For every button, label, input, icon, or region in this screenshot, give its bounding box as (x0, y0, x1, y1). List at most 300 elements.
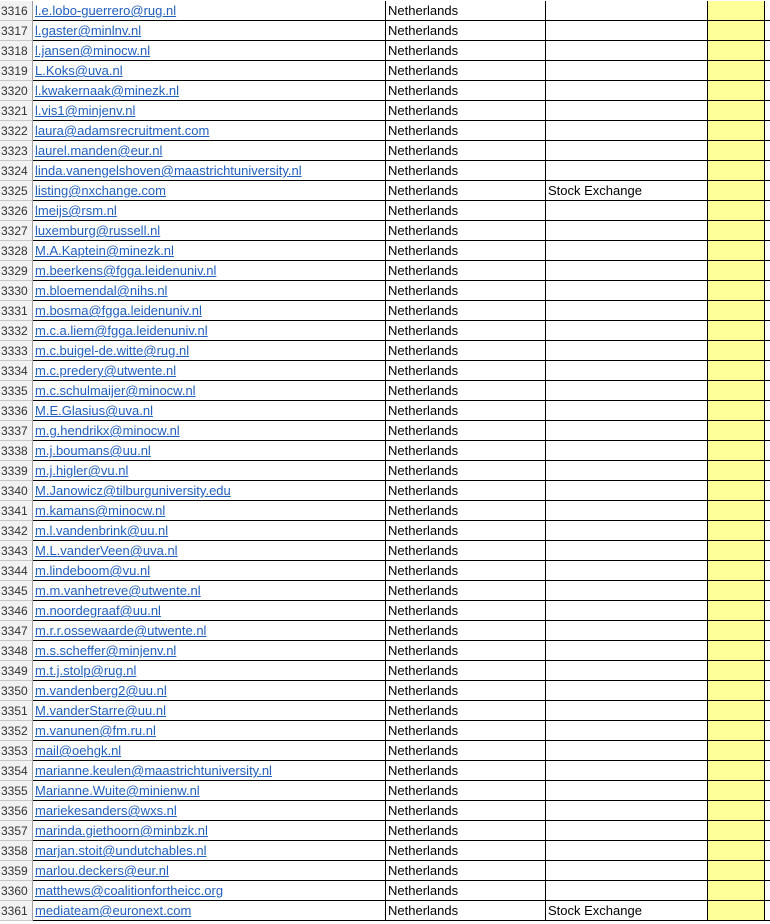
next-column-cell[interactable] (765, 561, 770, 581)
highlighted-cell[interactable] (708, 781, 765, 801)
email-cell[interactable] (33, 881, 386, 901)
email-link[interactable]: M.Janowicz@tilburguniversity.edu (35, 483, 231, 498)
email-cell[interactable] (33, 21, 386, 41)
email-cell[interactable] (33, 501, 386, 521)
highlighted-cell[interactable] (708, 661, 765, 681)
next-column-cell[interactable] (765, 381, 770, 401)
row-number-header[interactable]: 3343 (0, 541, 33, 561)
email-cell[interactable] (33, 521, 386, 541)
email-cell[interactable] (33, 801, 386, 821)
country-cell[interactable]: Netherlands (386, 101, 546, 121)
email-link[interactable]: M.E.Glasius@uva.nl (35, 403, 153, 418)
next-column-cell[interactable] (765, 741, 770, 761)
organization-cell[interactable] (546, 641, 708, 661)
email-link[interactable]: m.kamans@minocw.nl (35, 503, 166, 518)
email-cell[interactable] (33, 721, 386, 741)
row-number-header[interactable]: 3345 (0, 581, 33, 601)
email-cell[interactable] (33, 81, 386, 101)
highlighted-cell[interactable] (708, 441, 765, 461)
country-cell[interactable]: Netherlands (386, 481, 546, 501)
next-column-cell[interactable] (765, 441, 770, 461)
email-link[interactable]: m.c.schulmaijer@minocw.nl (35, 383, 196, 398)
email-link[interactable]: M.L.vanderVeen@uva.nl (35, 543, 178, 558)
row-number-header[interactable]: 3361 (0, 901, 33, 921)
email-cell[interactable] (33, 661, 386, 681)
highlighted-cell[interactable] (708, 901, 765, 921)
email-link[interactable]: m.vandenberg2@uu.nl (35, 683, 167, 698)
organization-cell[interactable] (546, 661, 708, 681)
row-number-header[interactable]: 3339 (0, 461, 33, 481)
email-cell[interactable] (33, 61, 386, 81)
organization-cell[interactable] (546, 481, 708, 501)
next-column-cell[interactable] (765, 421, 770, 441)
email-link[interactable]: m.bosma@fgga.leidenuniv.nl (35, 303, 202, 318)
organization-cell[interactable] (546, 161, 708, 181)
organization-cell[interactable] (546, 541, 708, 561)
organization-cell[interactable] (546, 581, 708, 601)
country-cell[interactable]: Netherlands (386, 741, 546, 761)
country-cell[interactable]: Netherlands (386, 41, 546, 61)
email-cell[interactable] (33, 201, 386, 221)
next-column-cell[interactable] (765, 141, 770, 161)
row-number-header[interactable]: 3331 (0, 301, 33, 321)
highlighted-cell[interactable] (708, 41, 765, 61)
next-column-cell[interactable] (765, 701, 770, 721)
next-column-cell[interactable] (765, 821, 770, 841)
row-number-header[interactable]: 3317 (0, 21, 33, 41)
organization-cell[interactable] (546, 821, 708, 841)
highlighted-cell[interactable] (708, 641, 765, 661)
email-cell[interactable] (33, 361, 386, 381)
row-number-header[interactable]: 3350 (0, 681, 33, 701)
country-cell[interactable]: Netherlands (386, 641, 546, 661)
email-link[interactable]: mediateam@euronext.com (35, 903, 192, 918)
country-cell[interactable]: Netherlands (386, 281, 546, 301)
row-number-header[interactable]: 3335 (0, 381, 33, 401)
highlighted-cell[interactable] (708, 321, 765, 341)
country-cell[interactable]: Netherlands (386, 501, 546, 521)
email-link[interactable]: m.c.a.liem@fgga.leidenuniv.nl (35, 323, 208, 338)
country-cell[interactable]: Netherlands (386, 781, 546, 801)
highlighted-cell[interactable] (708, 341, 765, 361)
email-link[interactable]: L.Koks@uva.nl (35, 63, 123, 78)
next-column-cell[interactable] (765, 401, 770, 421)
country-cell[interactable]: Netherlands (386, 201, 546, 221)
country-cell[interactable]: Netherlands (386, 321, 546, 341)
organization-cell[interactable]: Stock Exchange (546, 181, 708, 201)
highlighted-cell[interactable] (708, 241, 765, 261)
email-link[interactable]: mariekesanders@wxs.nl (35, 803, 177, 818)
next-column-cell[interactable] (765, 301, 770, 321)
country-cell[interactable]: Netherlands (386, 901, 546, 921)
email-cell[interactable] (33, 621, 386, 641)
next-column-cell[interactable] (765, 681, 770, 701)
next-column-cell[interactable] (765, 621, 770, 641)
organization-cell[interactable] (546, 441, 708, 461)
row-number-header[interactable]: 3322 (0, 121, 33, 141)
country-cell[interactable]: Netherlands (386, 681, 546, 701)
highlighted-cell[interactable] (708, 741, 765, 761)
country-cell[interactable]: Netherlands (386, 861, 546, 881)
email-cell[interactable] (33, 181, 386, 201)
next-column-cell[interactable] (765, 41, 770, 61)
row-number-header[interactable]: 3352 (0, 721, 33, 741)
country-cell[interactable]: Netherlands (386, 261, 546, 281)
highlighted-cell[interactable] (708, 701, 765, 721)
row-number-header[interactable]: 3358 (0, 841, 33, 861)
email-cell[interactable] (33, 101, 386, 121)
organization-cell[interactable] (546, 601, 708, 621)
next-column-cell[interactable] (765, 661, 770, 681)
email-cell[interactable] (33, 1, 386, 21)
organization-cell[interactable] (546, 361, 708, 381)
country-cell[interactable]: Netherlands (386, 461, 546, 481)
next-column-cell[interactable] (765, 481, 770, 501)
email-link[interactable]: m.j.higler@vu.nl (35, 463, 129, 478)
next-column-cell[interactable] (765, 321, 770, 341)
organization-cell[interactable] (546, 81, 708, 101)
row-number-header[interactable]: 3319 (0, 61, 33, 81)
email-link[interactable]: M.A.Kaptein@minezk.nl (35, 243, 174, 258)
email-cell[interactable] (33, 861, 386, 881)
next-column-cell[interactable] (765, 121, 770, 141)
organization-cell[interactable] (546, 861, 708, 881)
highlighted-cell[interactable] (708, 581, 765, 601)
email-cell[interactable] (33, 841, 386, 861)
next-column-cell[interactable] (765, 1, 770, 21)
email-cell[interactable] (33, 261, 386, 281)
next-column-cell[interactable] (765, 501, 770, 521)
email-link[interactable]: l.jansen@minocw.nl (35, 43, 151, 58)
row-number-header[interactable]: 3337 (0, 421, 33, 441)
highlighted-cell[interactable] (708, 521, 765, 541)
country-cell[interactable]: Netherlands (386, 661, 546, 681)
country-cell[interactable]: Netherlands (386, 581, 546, 601)
email-cell[interactable] (33, 121, 386, 141)
email-link[interactable]: M.vanderStarre@uu.nl (35, 703, 166, 718)
row-number-header[interactable]: 3344 (0, 561, 33, 581)
country-cell[interactable]: Netherlands (386, 801, 546, 821)
row-number-header[interactable]: 3359 (0, 861, 33, 881)
email-cell[interactable] (33, 761, 386, 781)
highlighted-cell[interactable] (708, 141, 765, 161)
email-link[interactable]: m.l.vandenbrink@uu.nl (35, 523, 169, 538)
row-number-header[interactable]: 3324 (0, 161, 33, 181)
email-cell[interactable] (33, 581, 386, 601)
email-cell[interactable] (33, 821, 386, 841)
organization-cell[interactable] (546, 241, 708, 261)
row-number-header[interactable]: 3333 (0, 341, 33, 361)
highlighted-cell[interactable] (708, 681, 765, 701)
email-link[interactable]: marinda.giethoorn@minbzk.nl (35, 823, 208, 838)
next-column-cell[interactable] (765, 801, 770, 821)
email-link[interactable]: mail@oehgk.nl (35, 743, 122, 758)
row-number-header[interactable]: 3355 (0, 781, 33, 801)
country-cell[interactable]: Netherlands (386, 141, 546, 161)
row-number-header[interactable]: 3349 (0, 661, 33, 681)
highlighted-cell[interactable] (708, 721, 765, 741)
email-link[interactable]: l.vis1@minjenv.nl (35, 103, 136, 118)
email-cell[interactable] (33, 221, 386, 241)
next-column-cell[interactable] (765, 221, 770, 241)
highlighted-cell[interactable] (708, 481, 765, 501)
next-column-cell[interactable] (765, 861, 770, 881)
organization-cell[interactable] (546, 141, 708, 161)
highlighted-cell[interactable] (708, 401, 765, 421)
country-cell[interactable]: Netherlands (386, 81, 546, 101)
email-cell[interactable] (33, 401, 386, 421)
country-cell[interactable]: Netherlands (386, 441, 546, 461)
organization-cell[interactable] (546, 281, 708, 301)
organization-cell[interactable] (546, 221, 708, 241)
email-link[interactable]: marianne.keulen@maastrichtuniversity.nl (35, 763, 272, 778)
email-link[interactable]: m.beerkens@fgga.leidenuniv.nl (35, 263, 217, 278)
organization-cell[interactable] (546, 421, 708, 441)
email-cell[interactable] (33, 341, 386, 361)
country-cell[interactable]: Netherlands (386, 841, 546, 861)
organization-cell[interactable] (546, 681, 708, 701)
organization-cell[interactable] (546, 881, 708, 901)
organization-cell[interactable] (546, 201, 708, 221)
row-number-header[interactable]: 3346 (0, 601, 33, 621)
row-number-header[interactable]: 3330 (0, 281, 33, 301)
next-column-cell[interactable] (765, 81, 770, 101)
email-link[interactable]: m.noordegraaf@uu.nl (35, 603, 161, 618)
next-column-cell[interactable] (765, 361, 770, 381)
highlighted-cell[interactable] (708, 201, 765, 221)
highlighted-cell[interactable] (708, 361, 765, 381)
email-cell[interactable] (33, 561, 386, 581)
country-cell[interactable]: Netherlands (386, 181, 546, 201)
organization-cell[interactable] (546, 1, 708, 21)
row-number-header[interactable]: 3332 (0, 321, 33, 341)
country-cell[interactable]: Netherlands (386, 221, 546, 241)
highlighted-cell[interactable] (708, 461, 765, 481)
email-link[interactable]: laura@adamsrecruitment.com (35, 123, 210, 138)
email-cell[interactable] (33, 541, 386, 561)
row-number-header[interactable]: 3325 (0, 181, 33, 201)
organization-cell[interactable] (546, 521, 708, 541)
next-column-cell[interactable] (765, 21, 770, 41)
row-number-header[interactable]: 3356 (0, 801, 33, 821)
country-cell[interactable]: Netherlands (386, 401, 546, 421)
next-column-cell[interactable] (765, 841, 770, 861)
email-link[interactable]: m.j.boumans@uu.nl (35, 443, 151, 458)
country-cell[interactable]: Netherlands (386, 361, 546, 381)
email-link[interactable]: m.bloemendal@nihs.nl (35, 283, 168, 298)
highlighted-cell[interactable] (708, 1, 765, 21)
highlighted-cell[interactable] (708, 761, 765, 781)
highlighted-cell[interactable] (708, 281, 765, 301)
email-link[interactable]: m.c.predery@utwente.nl (35, 363, 177, 378)
organization-cell[interactable] (546, 701, 708, 721)
organization-cell[interactable] (546, 341, 708, 361)
row-number-header[interactable]: 3320 (0, 81, 33, 101)
email-link[interactable]: m.t.j.stolp@rug.nl (35, 663, 137, 678)
highlighted-cell[interactable] (708, 221, 765, 241)
email-link[interactable]: listing@nxchange.com (35, 183, 166, 198)
email-cell[interactable] (33, 441, 386, 461)
email-link[interactable]: l.kwakernaak@minezk.nl (35, 83, 179, 98)
organization-cell[interactable] (546, 61, 708, 81)
email-cell[interactable] (33, 41, 386, 61)
email-link[interactable]: m.s.scheffer@minjenv.nl (35, 643, 177, 658)
country-cell[interactable]: Netherlands (386, 381, 546, 401)
email-cell[interactable] (33, 461, 386, 481)
highlighted-cell[interactable] (708, 881, 765, 901)
country-cell[interactable]: Netherlands (386, 761, 546, 781)
row-number-header[interactable]: 3318 (0, 41, 33, 61)
organization-cell[interactable] (546, 461, 708, 481)
row-number-header[interactable]: 3360 (0, 881, 33, 901)
next-column-cell[interactable] (765, 641, 770, 661)
organization-cell[interactable]: Stock Exchange (546, 901, 708, 921)
organization-cell[interactable] (546, 301, 708, 321)
email-link[interactable]: l.e.lobo-guerrero@rug.nl (35, 3, 177, 18)
highlighted-cell[interactable] (708, 261, 765, 281)
organization-cell[interactable] (546, 101, 708, 121)
country-cell[interactable]: Netherlands (386, 341, 546, 361)
row-number-header[interactable]: 3323 (0, 141, 33, 161)
next-column-cell[interactable] (765, 761, 770, 781)
row-number-header[interactable]: 3321 (0, 101, 33, 121)
email-cell[interactable] (33, 161, 386, 181)
next-column-cell[interactable] (765, 881, 770, 901)
country-cell[interactable]: Netherlands (386, 601, 546, 621)
next-column-cell[interactable] (765, 721, 770, 741)
email-link[interactable]: lmeijs@rsm.nl (35, 203, 117, 218)
email-link[interactable]: m.r.r.ossewaarde@utwente.nl (35, 623, 207, 638)
next-column-cell[interactable] (765, 281, 770, 301)
email-cell[interactable] (33, 141, 386, 161)
next-column-cell[interactable] (765, 901, 770, 921)
email-cell[interactable] (33, 701, 386, 721)
email-link[interactable]: m.vanunen@fm.ru.nl (35, 723, 156, 738)
row-number-header[interactable]: 3340 (0, 481, 33, 501)
next-column-cell[interactable] (765, 241, 770, 261)
next-column-cell[interactable] (765, 601, 770, 621)
email-cell[interactable] (33, 641, 386, 661)
next-column-cell[interactable] (765, 581, 770, 601)
highlighted-cell[interactable] (708, 121, 765, 141)
email-cell[interactable] (33, 601, 386, 621)
highlighted-cell[interactable] (708, 381, 765, 401)
email-link[interactable]: luxemburg@russell.nl (35, 223, 161, 238)
organization-cell[interactable] (546, 721, 708, 741)
email-link[interactable]: m.g.hendrikx@minocw.nl (35, 423, 180, 438)
highlighted-cell[interactable] (708, 841, 765, 861)
country-cell[interactable]: Netherlands (386, 161, 546, 181)
row-number-header[interactable]: 3329 (0, 261, 33, 281)
highlighted-cell[interactable] (708, 421, 765, 441)
highlighted-cell[interactable] (708, 861, 765, 881)
highlighted-cell[interactable] (708, 81, 765, 101)
next-column-cell[interactable] (765, 181, 770, 201)
next-column-cell[interactable] (765, 101, 770, 121)
highlighted-cell[interactable] (708, 801, 765, 821)
row-number-header[interactable]: 3336 (0, 401, 33, 421)
country-cell[interactable]: Netherlands (386, 721, 546, 741)
email-link[interactable]: m.c.buigel-de.witte@rug.nl (35, 343, 190, 358)
next-column-cell[interactable] (765, 61, 770, 81)
email-cell[interactable] (33, 241, 386, 261)
next-column-cell[interactable] (765, 541, 770, 561)
organization-cell[interactable] (546, 321, 708, 341)
country-cell[interactable]: Netherlands (386, 541, 546, 561)
highlighted-cell[interactable] (708, 601, 765, 621)
highlighted-cell[interactable] (708, 161, 765, 181)
highlighted-cell[interactable] (708, 61, 765, 81)
email-cell[interactable] (33, 741, 386, 761)
country-cell[interactable]: Netherlands (386, 241, 546, 261)
highlighted-cell[interactable] (708, 541, 765, 561)
highlighted-cell[interactable] (708, 301, 765, 321)
next-column-cell[interactable] (765, 461, 770, 481)
country-cell[interactable]: Netherlands (386, 701, 546, 721)
organization-cell[interactable] (546, 761, 708, 781)
next-column-cell[interactable] (765, 521, 770, 541)
email-link[interactable]: m.m.vanhetreve@utwente.nl (35, 583, 201, 598)
next-column-cell[interactable] (765, 341, 770, 361)
organization-cell[interactable] (546, 621, 708, 641)
country-cell[interactable]: Netherlands (386, 421, 546, 441)
email-link[interactable]: l.gaster@minlnv.nl (35, 23, 142, 38)
email-cell[interactable] (33, 281, 386, 301)
country-cell[interactable]: Netherlands (386, 881, 546, 901)
country-cell[interactable]: Netherlands (386, 121, 546, 141)
country-cell[interactable]: Netherlands (386, 301, 546, 321)
organization-cell[interactable] (546, 841, 708, 861)
email-link[interactable]: m.lindeboom@vu.nl (35, 563, 151, 578)
email-cell[interactable] (33, 421, 386, 441)
email-link[interactable]: laurel.manden@eur.nl (35, 143, 163, 158)
country-cell[interactable]: Netherlands (386, 821, 546, 841)
organization-cell[interactable] (546, 501, 708, 521)
organization-cell[interactable] (546, 801, 708, 821)
organization-cell[interactable] (546, 561, 708, 581)
email-link[interactable]: matthews@coalitionfortheicc.org (35, 883, 224, 898)
row-number-header[interactable]: 3327 (0, 221, 33, 241)
highlighted-cell[interactable] (708, 821, 765, 841)
highlighted-cell[interactable] (708, 501, 765, 521)
row-number-header[interactable]: 3347 (0, 621, 33, 641)
row-number-header[interactable]: 3334 (0, 361, 33, 381)
next-column-cell[interactable] (765, 161, 770, 181)
country-cell[interactable]: Netherlands (386, 61, 546, 81)
country-cell[interactable]: Netherlands (386, 561, 546, 581)
organization-cell[interactable] (546, 781, 708, 801)
email-cell[interactable] (33, 781, 386, 801)
highlighted-cell[interactable] (708, 101, 765, 121)
email-link[interactable]: Marianne.Wuite@minienw.nl (35, 783, 200, 798)
organization-cell[interactable] (546, 121, 708, 141)
row-number-header[interactable]: 3338 (0, 441, 33, 461)
organization-cell[interactable] (546, 401, 708, 421)
highlighted-cell[interactable] (708, 561, 765, 581)
row-number-header[interactable]: 3357 (0, 821, 33, 841)
row-number-header[interactable]: 3328 (0, 241, 33, 261)
next-column-cell[interactable] (765, 261, 770, 281)
next-column-cell[interactable] (765, 201, 770, 221)
next-column-cell[interactable] (765, 781, 770, 801)
email-link[interactable]: marlou.deckers@eur.nl (35, 863, 169, 878)
row-number-header[interactable]: 3316 (0, 1, 33, 21)
email-cell[interactable] (33, 301, 386, 321)
email-link[interactable]: linda.vanengelshoven@maastrichtuniversity.nl (35, 163, 302, 178)
country-cell[interactable]: Netherlands (386, 1, 546, 21)
row-number-header[interactable]: 3341 (0, 501, 33, 521)
row-number-header[interactable]: 3354 (0, 761, 33, 781)
